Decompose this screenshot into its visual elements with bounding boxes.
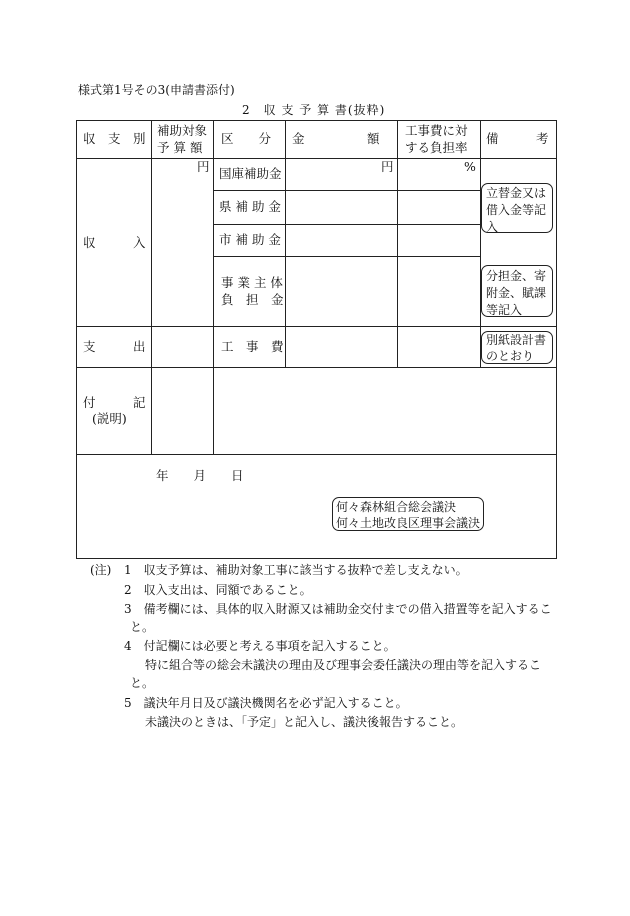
note-item-5-sub: 未議決のときは、「予定」と記入し、議決後報告すること。: [145, 715, 464, 729]
header-remarks: 備 考: [486, 131, 549, 146]
table-rule: [285, 120, 286, 367]
resolution-line1: 何々森林組合総会議決: [336, 500, 457, 514]
income-label: 収 入: [83, 235, 146, 250]
unit-percent: %: [464, 159, 476, 174]
income-row-city: 市 補 助 金: [219, 232, 281, 247]
table-rule: [76, 367, 557, 368]
remark-note3-line2: のとおり: [486, 349, 535, 363]
header-amount: 金 額: [292, 131, 380, 146]
income-row-national: 国庫補助金: [219, 166, 282, 181]
expense-category: 工 事 費: [221, 339, 284, 354]
header-category: 区 分: [221, 131, 272, 146]
note-item-4-sub: 特に組合等の総会未議決の理由及び理事会委任議決の理由等を記入するこ: [145, 658, 542, 672]
form-label: 様式第1号その3(申請書添付): [78, 83, 235, 97]
header-subsidy-line2: 予 算 額: [157, 140, 203, 155]
notes-prefix: (注): [90, 563, 112, 577]
note-item-5: 5 議決年月日及び議決機関名を必ず記入すること。: [124, 696, 408, 710]
remark-note2-line3: 等記入: [486, 303, 523, 317]
table-rule: [213, 256, 480, 257]
income-row-prefecture: 県 補 助 金: [219, 199, 281, 214]
addendum-sub: (説明): [92, 411, 127, 426]
table-rule: [76, 158, 557, 159]
addendum-label: 付 記: [83, 395, 146, 410]
note-item-1: 1 収支予算は、補助対象工事に該当する抜粋で差し支えない。: [124, 563, 468, 577]
table-rule: [397, 120, 398, 367]
note-item-3: 3 備考欄には、具体的収入財源又は補助金交付までの借入措置等を記入するこ: [124, 602, 552, 616]
income-row-owner-line1: 事 業 主 体: [221, 275, 283, 290]
table-rule: [213, 120, 214, 454]
remark-note1-line3: 入: [486, 220, 499, 234]
resolution-line2: 何々土地改良区理事会議決: [336, 516, 481, 530]
table-rule: [76, 326, 557, 327]
table-rule: [213, 190, 480, 191]
document-title: 2 収 支 予 算 書(抜粋): [242, 103, 386, 117]
header-rate-line2: する負担率: [405, 140, 468, 155]
note-item-4-sub-cont: と。: [130, 676, 155, 690]
remark-note3-line1: 別紙設計書: [486, 333, 547, 347]
table-rule: [480, 120, 481, 367]
note-item-2: 2 収入支出は、同額であること。: [124, 583, 312, 597]
header-rate-line1: 工事費に対: [405, 123, 468, 138]
remark-note2-line1: 分担金、寄: [486, 269, 547, 283]
income-row-owner-line2: 負 担 金: [221, 292, 284, 307]
table-rule: [213, 224, 480, 225]
header-kind: 収 支 別: [83, 131, 146, 146]
unit-yen-amount: 円: [381, 159, 394, 174]
expense-label: 支 出: [83, 339, 146, 354]
header-subsidy-line1: 補助対象: [157, 123, 208, 138]
date-line: 年 月 日: [156, 468, 244, 483]
table-rule: [76, 454, 557, 455]
note-item-4: 4 付記欄には必要と考える事項を記入すること。: [124, 639, 396, 653]
remark-note2-line2: 附金、賦課: [486, 286, 547, 300]
remark-note1-line2: 借入金等記: [486, 203, 547, 217]
table-rule: [151, 120, 152, 454]
unit-yen-subsidy: 円: [197, 159, 210, 174]
note-item-3-cont: と。: [130, 620, 155, 634]
remark-note1-line1: 立替金又は: [486, 186, 547, 200]
